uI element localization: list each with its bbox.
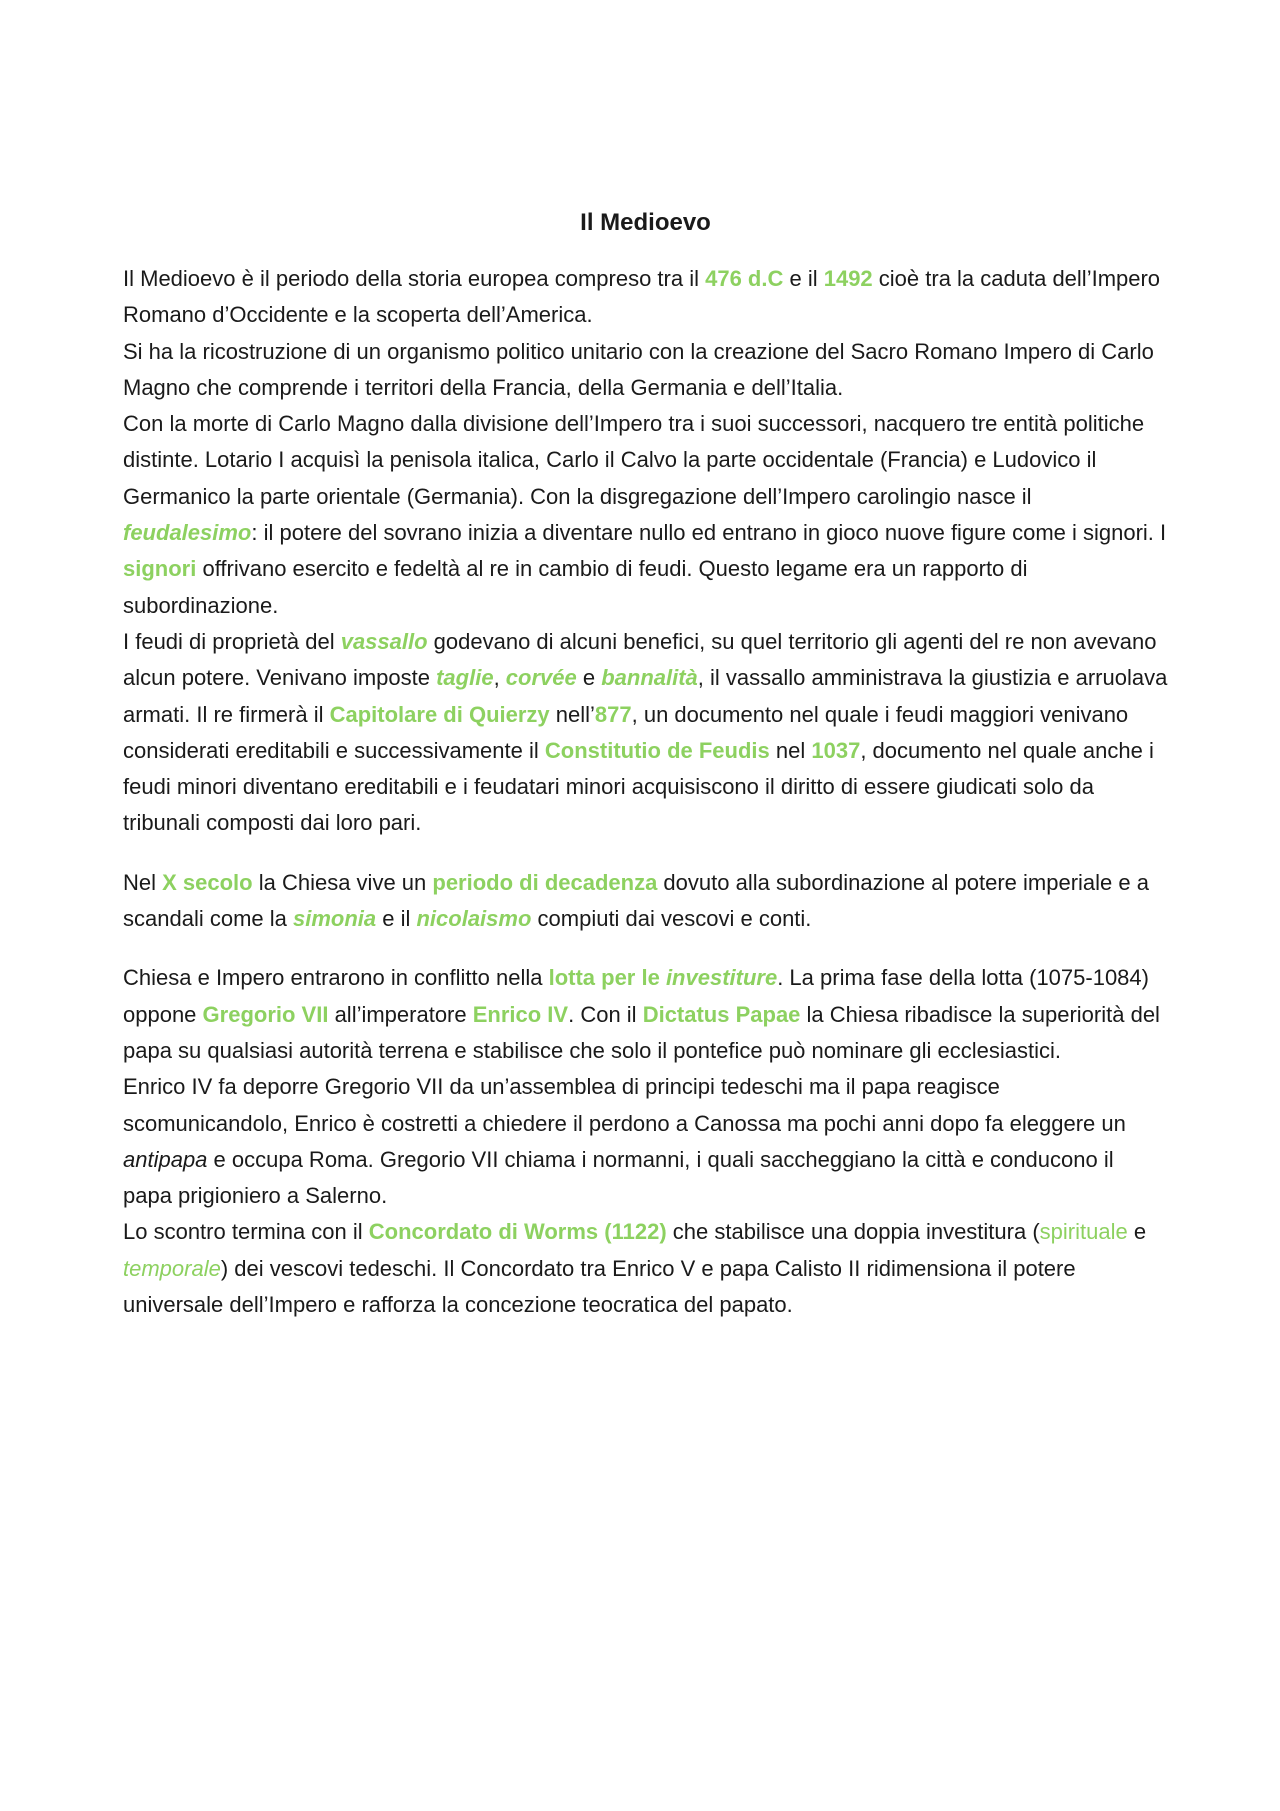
text-run: , documento nel quale anche i feudi minori diventano ereditabili e i feudatari minori acquisiscono il diritto di essere giudicati solo da tribunali composti dai loro pari.: [123, 737, 1154, 836]
text-run: ,: [493, 665, 506, 691]
text-run: cioè tra la caduta dell’Impero Romano d’Occidente e la scoperta dell’America.: [123, 266, 1161, 328]
date-1492: 1492: [823, 266, 873, 291]
text-run: Nel: [123, 869, 163, 895]
term-temporale: temporale: [123, 1255, 221, 1281]
paragraph-investiture: [123, 960, 1168, 1069]
term-periodo-di-decadenza: periodo di decadenza: [432, 869, 658, 895]
text-run: e: [1127, 1219, 1147, 1245]
text-run: Il Medioevo è il periodo della storia europea compreso tra il: [123, 266, 706, 291]
term-antipapa: antipapa: [123, 1146, 208, 1172]
text-run: la Chiesa vive un: [252, 869, 433, 895]
paragraph-dates: [123, 261, 1168, 334]
term-signori: signori: [123, 556, 197, 582]
term-dictatus-papae: Dictatus Papae: [642, 1001, 801, 1027]
text-run: , un documento nel quale i feudi maggiori venivano considerati ereditabili e successivamente il: [123, 701, 1129, 763]
paragraph-feudalesimo: [123, 406, 1168, 624]
text-run: e: [576, 665, 602, 691]
text-run: e il: [783, 266, 824, 291]
term-bannalita: bannalità: [601, 665, 698, 691]
term-constitutio-de-feudis: Constitutio de Feudis: [544, 737, 770, 763]
paragraph-sacro-romano-impero: Si ha la ricostruzione di un organismo politico unitario con la creazione del Sacro Romano Impero di Carlo Magno che comprende i territori della Francia, della Germania e dell’Italia.: [123, 338, 1154, 400]
text-run: Lo scontro termina con il: [123, 1219, 369, 1245]
text-run: Con la morte di Carlo Magno dalla divisione dell’Impero tra i suoi successori, nacquero tre entità politiche distinte. Lotario I acquisì la penisola italica, Carlo il Calvo la parte occidentale (Francia) e Ludovico il Germanico la parte orientale (Germania). Con la disgregazione dell’Impero carolingio nasce il: [123, 411, 1145, 509]
term-nicolaismo: nicolaismo: [416, 906, 532, 932]
text-run: Chiesa e Impero entrarono in conflitto nella: [123, 965, 549, 991]
page-title: Il Medioevo: [580, 209, 711, 236]
text-run: nell’: [549, 701, 595, 727]
term-x-secolo: X secolo: [162, 869, 253, 895]
text-run: e occupa Roma. Gregorio VII chiama i normanni, i quali saccheggiano la città e conducono il papa prigioniero a Salerno.: [123, 1146, 1114, 1209]
term-spirituale: spirituale: [1039, 1219, 1128, 1245]
term-enrico-iv: Enrico IV: [472, 1001, 569, 1027]
text-run: che stabilisce una doppia investitura (: [666, 1219, 1040, 1245]
term-corvee: corvée: [505, 665, 577, 691]
date-1037: 1037: [811, 737, 861, 763]
text-run: : il potere del sovrano inizia a diventare nullo ed entrano in gioco nuove figure come i signori. I: [251, 520, 1167, 546]
text-run: la Chiesa ribadisce la superiorità del papa su qualsiasi autorità terrena e stabilisce che solo il pontefice può nominare gli ecclesiastici.: [123, 1001, 1160, 1063]
text-run: compiuti dai vescovi e conti.: [531, 906, 812, 932]
text-run: godevano di alcuni benefici, su quel territorio gli agenti del re non avevano alcun potere. Venivano imposte: [123, 628, 1157, 691]
text-run: dovuto alla subordinazione al potere imperiale e a scandali come la: [123, 869, 1149, 932]
text-run: . La prima fase della lotta (1075-1084) oppone: [123, 965, 1149, 1027]
document-body: [123, 205, 1168, 1323]
term-gregorio-vii: Gregorio VII: [202, 1001, 329, 1027]
text-run: , il vassallo amministrava la giustizia e arruolava armati. Il re firmerà il: [123, 665, 1168, 727]
text-run: e il: [376, 906, 417, 932]
text-run: . Con il: [568, 1001, 643, 1027]
paragraph-canossa: [123, 1069, 1168, 1214]
term-taglie: taglie: [436, 665, 494, 691]
text-run: nel: [769, 737, 812, 763]
term-concordato-di-worms: Concordato di Worms (1122): [368, 1219, 667, 1245]
paragraph-vassallo: [123, 624, 1168, 842]
text-run: I feudi di proprietà del: [123, 628, 341, 654]
term-vassallo: vassallo: [340, 628, 428, 654]
term-investiture: investiture: [665, 965, 778, 991]
text-run: all’imperatore: [328, 1001, 473, 1027]
term-simonia: simonia: [292, 906, 377, 932]
paragraph-decadenza: [123, 865, 1168, 938]
text-run: Enrico IV fa deporre Gregorio VII da un’assemblea di principi tedeschi ma il papa reagisce scomunicandolo, Enrico è costretti a chiedere il perdono a Canossa ma pochi anni dopo fa eleggere un: [123, 1074, 1126, 1136]
text-run: ) dei vescovi tedeschi. Il Concordato tra Enrico V e papa Calisto II ridimensiona il potere universale dell’Impero e rafforza la concezione teocratica del papato.: [123, 1255, 1076, 1318]
text-run: offrivano esercito e fedeltà al re in cambio di feudi. Questo legame era un rapporto di subordinazione.: [123, 556, 1028, 618]
date-476: 476 d.C: [705, 266, 784, 291]
term-lotta-per-le: lotta per le: [548, 965, 666, 991]
term-feudalesimo: feudalesimo: [123, 520, 252, 546]
term-capitolare-di-quierzy: Capitolare di Quierzy: [329, 701, 550, 727]
date-877: 877: [594, 701, 632, 727]
paragraph-worms: [123, 1214, 1168, 1323]
